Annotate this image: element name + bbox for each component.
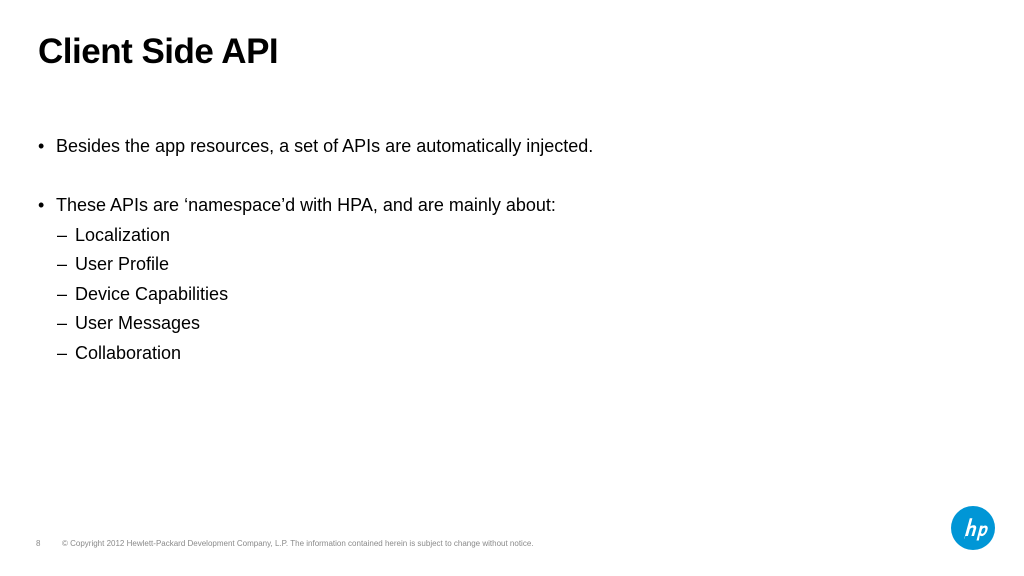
bullet-text: Besides the app resources, a set of APIs are automatically injected. bbox=[56, 136, 594, 156]
sub-marker: – bbox=[57, 225, 68, 245]
sub-item-user-messages bbox=[57, 312, 200, 334]
sub-marker: – bbox=[57, 284, 68, 304]
bullet-item bbox=[38, 135, 593, 157]
sub-marker: – bbox=[57, 254, 68, 274]
sub-item-user-profile bbox=[57, 253, 169, 275]
bullet-marker: • bbox=[38, 136, 45, 156]
bullet-text: These APIs are ‘namespace’d with HPA, and are mainly about: bbox=[56, 195, 556, 215]
sub-marker: – bbox=[57, 343, 68, 363]
sub-item-localization bbox=[57, 224, 170, 246]
sub-text: Collaboration bbox=[75, 343, 182, 363]
bullet-item bbox=[38, 194, 556, 216]
sub-item-collaboration bbox=[57, 342, 181, 364]
hp-logo-icon bbox=[950, 505, 996, 551]
sub-marker: – bbox=[57, 313, 68, 333]
page-number: 8 bbox=[36, 539, 41, 548]
sub-text: User Messages bbox=[75, 313, 201, 333]
sub-text: Localization bbox=[75, 225, 171, 245]
sub-item-device-capabilities bbox=[57, 283, 228, 305]
bullet-marker: • bbox=[38, 195, 45, 215]
sub-text: User Profile bbox=[75, 254, 170, 274]
copyright-notice: © Copyright 2012 Hewlett-Packard Development Company, L.P. The information contained herein is subject to change without notice. bbox=[62, 539, 534, 548]
slide-title: Client Side API bbox=[38, 32, 279, 71]
sub-text: Device Capabilities bbox=[75, 284, 229, 304]
